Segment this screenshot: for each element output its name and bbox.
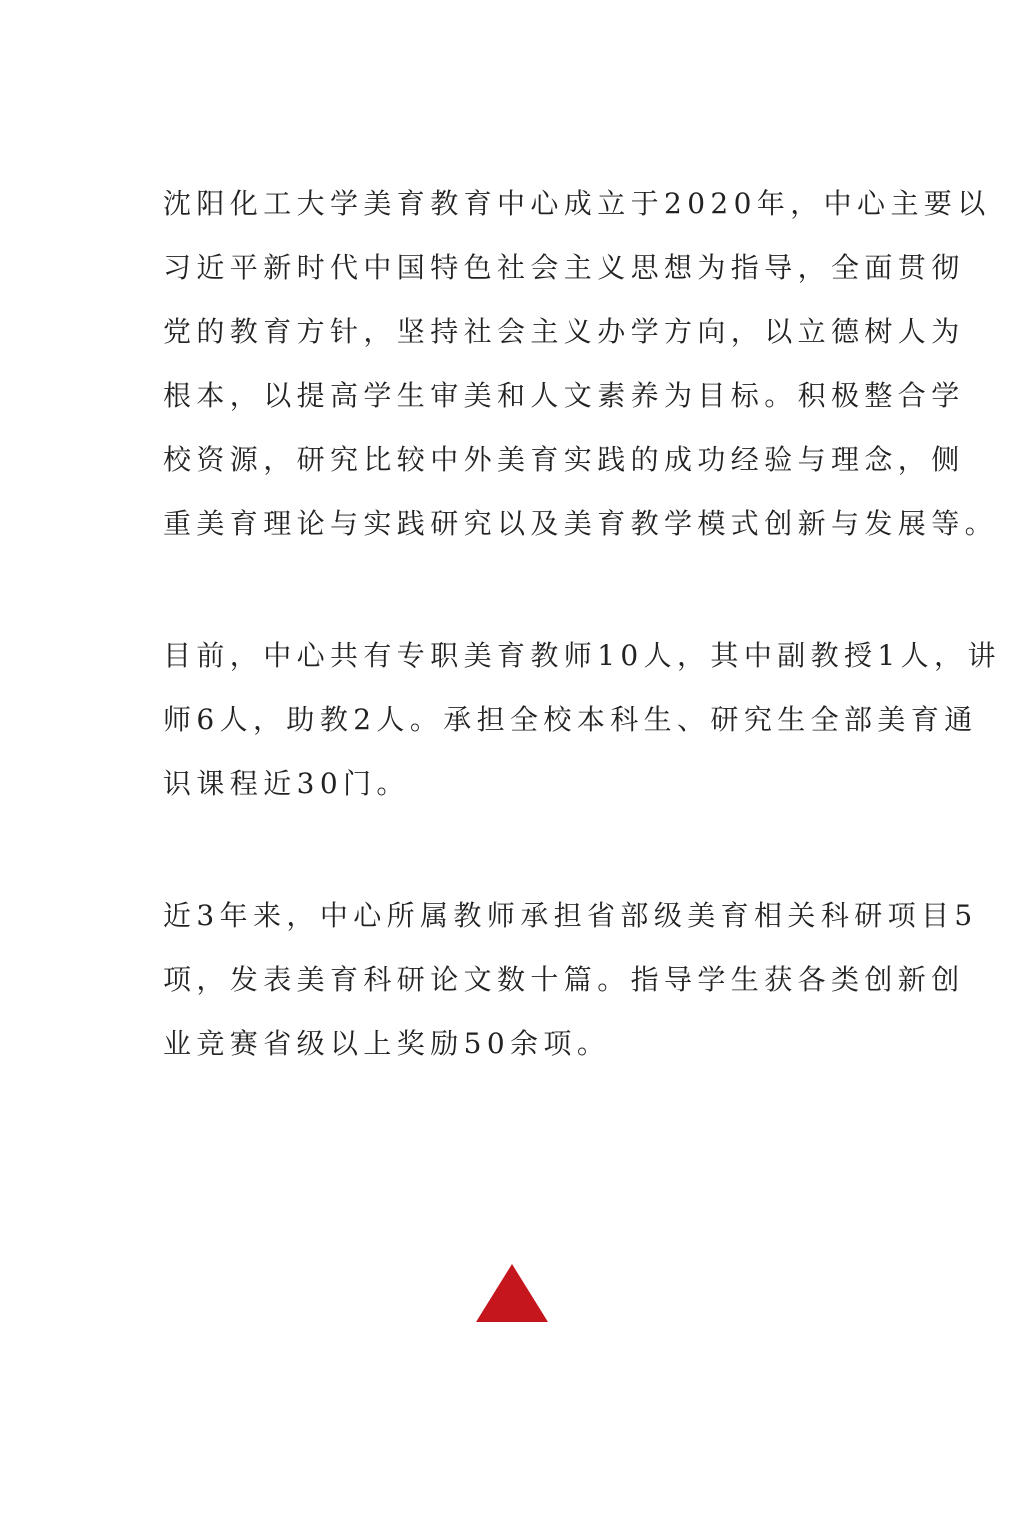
text-line: 项，发表美育科研论文数十篇。指导学生获各类创新创 xyxy=(163,963,965,996)
text-line: 业竞赛省级以上奖励50余项。 xyxy=(163,1027,611,1060)
paragraph-achievements xyxy=(163,884,978,1076)
paragraph-center-introduction xyxy=(163,172,999,556)
text-line: 党的教育方针，坚持社会主义办学方向，以立德树人为 xyxy=(163,315,965,348)
triangle-shape xyxy=(476,1264,548,1322)
text-line: 师6人，助教2人。承担全校本科生、研究生全部美育通 xyxy=(163,703,978,736)
text-line: 目前，中心共有专职美育教师10人，其中副教授1人，讲 xyxy=(163,639,1001,672)
text-line: 近3年来，中心所属教师承担省部级美育相关科研项目5 xyxy=(163,899,978,932)
text-line: 识课程近30门。 xyxy=(163,767,410,800)
text-line: 重美育理论与实践研究以及美育教学模式创新与发展等。 xyxy=(163,507,999,540)
text-line: 习近平新时代中国特色社会主义思想为指导，全面贯彻 xyxy=(163,251,965,284)
paragraph-staff xyxy=(163,624,1001,816)
red-triangle-icon xyxy=(476,1264,548,1322)
text-line: 根本，以提高学生审美和人文素养为目标。积极整合学 xyxy=(163,379,965,412)
text-line: 沈阳化工大学美育教育中心成立于2020年，中心主要以 xyxy=(163,187,991,220)
text-line: 校资源，研究比较中外美育实践的成功经验与理念，侧 xyxy=(163,443,965,476)
